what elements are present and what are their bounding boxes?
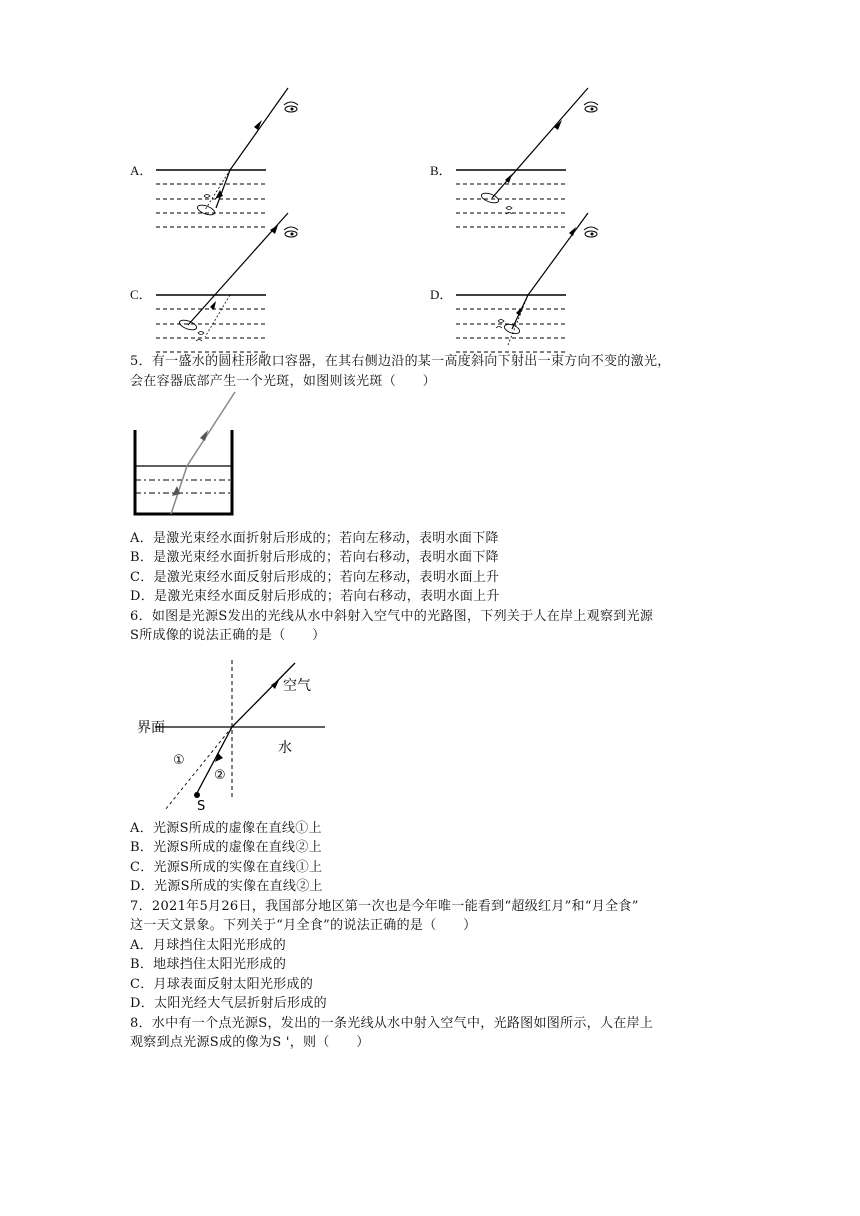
q6-stem-line-1: 6．如图是光源S发出的光线从水中斜射入空气中的光路图，下列关于人在岸上观察到光源	[130, 609, 654, 624]
q7-option-b[interactable]: B．地球挡住太阳光形成的	[130, 957, 287, 972]
q8-stem-line-2: 观察到点光源S成的像为S '，则（ ）	[130, 1035, 370, 1050]
q6-stem-line-2: S所成像的说法正确的是（ ）	[130, 628, 326, 643]
q5-option-d[interactable]: D．是激光束经水面反射后形成的；若向右移动，表明水面上升	[130, 589, 500, 604]
q7-option-a[interactable]: A．月球挡住太阳光形成的	[130, 938, 286, 953]
q8-stem-line-1: 8．水中有一个点光源S，发出的一条光线从水中射入空气中，光路图如图所示，人在岸上	[130, 1016, 654, 1031]
q7-stem-line-2: 这一天文景象。下列关于“月全食”的说法正确的是（ ）	[130, 918, 477, 933]
q5-option-b[interactable]: B．是激光束经水面折射后形成的；若向右移动，表明水面下降	[130, 550, 499, 565]
eye-icon	[583, 100, 599, 116]
q6-label-line-1: ①	[173, 753, 185, 768]
q7-option-d[interactable]: D．太阳光经大气层折射后形成的	[130, 996, 327, 1011]
q4-figure-a	[150, 100, 280, 230]
q4-figure-c	[150, 225, 280, 355]
q4-option-a-label[interactable]: A．	[130, 163, 153, 178]
q4-option-d-label[interactable]: D．	[430, 287, 453, 302]
q6-label-water: 水	[278, 740, 292, 756]
q5-stem-line-1: 5．有一盛水的圆柱形敞口容器，在其右侧边沿的某一高度斜向下射出一束方向不变的激光，	[130, 354, 671, 369]
q6-label-interface: 界面	[137, 720, 165, 736]
q7-option-c[interactable]: C．月球表面反射太阳光形成的	[130, 977, 314, 992]
q6-label-air: 空气	[283, 678, 311, 694]
q6-label-line-2: ②	[214, 768, 226, 783]
q6-label-s: S	[197, 799, 206, 814]
q5-option-c[interactable]: C．是激光束经水面反射后形成的；若向左移动，表明水面上升	[130, 570, 500, 585]
eye-icon	[583, 225, 599, 241]
q6-option-c[interactable]: C．光源S所成的实像在直线①上	[130, 860, 323, 875]
eye-icon	[283, 225, 299, 241]
q6-option-a[interactable]: A．光源S所成的虚像在直线①上	[130, 821, 322, 836]
q6-option-d[interactable]: D．光源S所成的实像在直线②上	[130, 879, 323, 894]
q7-stem-line-1: 7．2021年5月26日，我国部分地区第一次也是今年唯一能看到“超级红月”和“月全食”	[130, 899, 639, 914]
q4-option-c-label[interactable]: C．	[130, 287, 152, 302]
q5-option-a[interactable]: A．是激光束经水面折射后形成的；若向左移动，表明水面下降	[130, 531, 499, 546]
q5-container-figure	[132, 390, 242, 520]
q5-stem-line-2: 会在容器底部产生一个光斑，如图则该光斑（ ）	[130, 374, 436, 389]
q4-option-b-label[interactable]: B．	[430, 163, 452, 178]
q6-option-b[interactable]: B．光源S所成的虚像在直线②上	[130, 840, 322, 855]
q4-figure-d	[450, 225, 580, 355]
q6-refraction-figure	[135, 660, 335, 814]
eye-icon	[283, 100, 299, 116]
q4-figure-b	[450, 100, 580, 230]
